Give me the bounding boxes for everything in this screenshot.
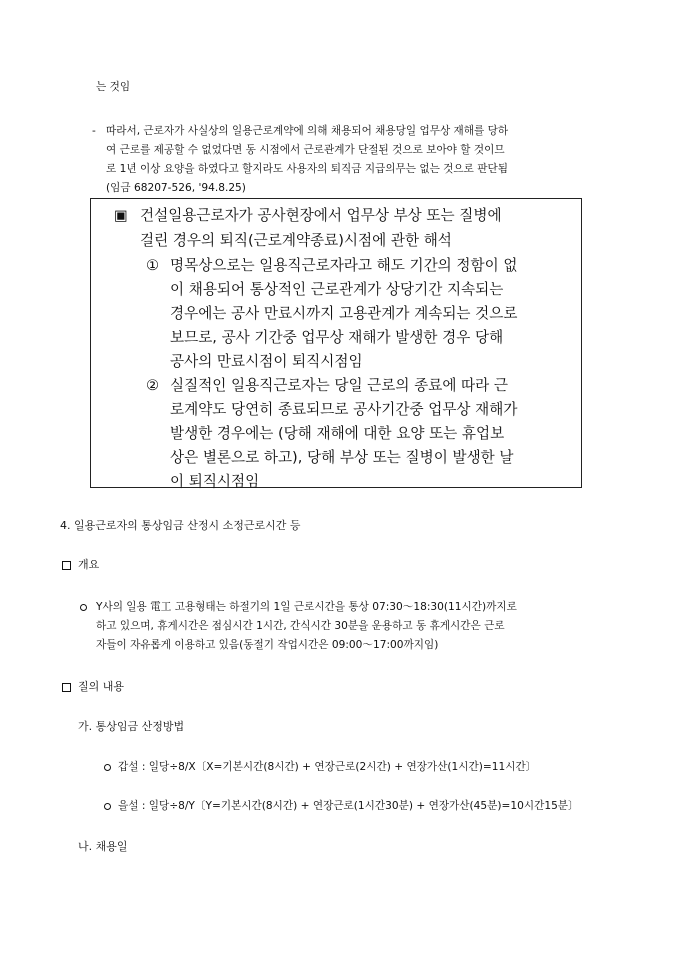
overview-line: Y사의 일용 電工 고용형태는 하절기의 1일 근로시간을 통상 07:30～18:30(11시간)까지로 [96, 601, 517, 613]
box-item-line: 발생한 경우에는 (당해 재해에 대한 요양 또는 휴업보 [170, 425, 505, 442]
box-title-line: 걸린 경우의 퇴직(근로계약종료)시점에 관한 해석 [140, 232, 452, 249]
subheading-ga: 가. 통상임금 산정방법 [78, 720, 185, 733]
box-item-line: 이 퇴직시점임 [170, 473, 260, 490]
box-item-line: 로계약도 당연히 종료되므로 공사기간중 업무상 재해가 [170, 401, 518, 418]
box-title-line: 건설일용근로자가 공사현장에서 업무상 부상 또는 질병에 [140, 207, 502, 224]
paragraph-line: 따라서, 근로자가 사실상의 일용근로계약에 의해 채용되어 채용당일 업무상 재해를 당하 [106, 125, 509, 137]
item-number: ② [146, 377, 160, 394]
bullet-circle-icon [104, 803, 111, 810]
overview-label: 개요 [78, 558, 100, 571]
paragraph-line: 여 근로를 제공할 수 없었다면 동 시점에서 근로관계가 단절된 것으로 보아야 할 것이므 [106, 144, 505, 156]
box-item-line: 경우에는 공사 만료시까지 고용관계가 계속되는 것으로 [170, 305, 518, 322]
box-item-line: 보므로, 공사 기간중 업무상 재해가 발생한 경우 당해 [170, 329, 504, 346]
box-marker-icon: ▣ [114, 207, 128, 224]
option-b: 을설 : 일당÷8/Y〔Y=기본시간(8시간) + 연장근로(1시간30분) + 연장가산(45분)=10시간15분〕 [118, 800, 579, 812]
text-line: 는 것임 [96, 81, 131, 93]
overview-line: 하고 있으며, 휴게시간은 점심시간 1시간, 간식시간 30분을 운용하고 동 휴게시간은 근로 [96, 620, 505, 632]
box-item-line: 이 채용되어 통상적인 근로관계가 상당기간 지속되는 [170, 281, 504, 298]
subheading-na: 나. 채용일 [78, 840, 128, 853]
checkbox-square-icon [62, 561, 71, 570]
box-item-line: 상은 별론으로 하고), 당해 부상 또는 질병이 발생한 날 [170, 449, 514, 466]
overview-line: 자들이 자유롭게 이용하고 있음(동절기 작업시간은 09:00～17:00까지임) [96, 639, 439, 651]
paragraph-line: 로 1년 이상 요양을 하였다고 할지라도 사용자의 퇴직금 지급의무는 없는 것으로 판단됨 [106, 163, 508, 175]
bullet-circle-icon [104, 764, 111, 771]
section-heading: 4. 일용근로자의 통상임금 산정시 소정근로시간 등 [60, 519, 301, 532]
citation: (임금 68207-526, '94.8.25) [106, 182, 246, 194]
bullet-circle-icon [80, 604, 87, 611]
box-item-line: 공사의 만료시점이 퇴직시점임 [170, 353, 363, 370]
box-item-line: 명목상으로는 일용직근로자라고 해도 기간의 정함이 없 [170, 257, 518, 274]
box-item-line: 실질적인 일용직근로자는 당일 근로의 종료에 따라 근 [170, 377, 508, 394]
checkbox-square-icon [62, 683, 71, 692]
dash-marker: - [92, 125, 96, 137]
item-number: ① [146, 257, 160, 274]
option-a: 갑설 : 일당÷8/X〔X=기본시간(8시간) + 연장근로(2시간) + 연장가산(1시간)=11시간〕 [118, 761, 537, 773]
question-label: 질의 내용 [78, 680, 125, 693]
